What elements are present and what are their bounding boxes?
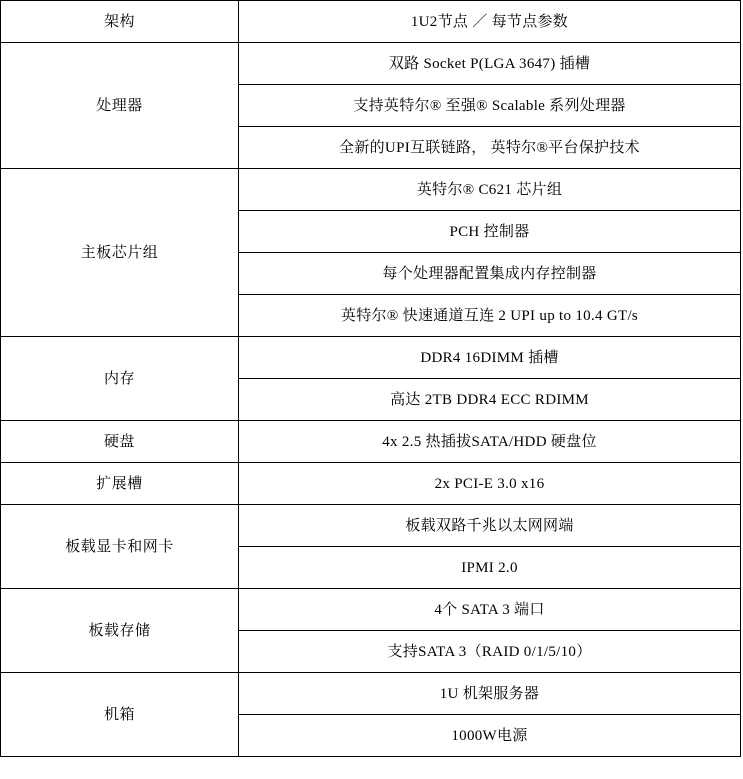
table-row — [1, 169, 741, 211]
row-value: 4x 2.5 热插拔SATA/HDD 硬盘位 — [239, 421, 741, 463]
row-label-architecture: 架构 — [1, 1, 239, 43]
row-value: PCH 控制器 — [239, 211, 741, 253]
row-value: 双路 Socket P(LGA 3647) 插槽 — [239, 43, 741, 85]
row-value: 板载双路千兆以太网网端 — [239, 505, 741, 547]
table-row — [1, 673, 741, 715]
row-value: 英特尔® 快速通道互连 2 UPI up to 10.4 GT/s — [239, 295, 741, 337]
row-value: 1U2节点 ／ 每节点参数 — [239, 1, 741, 43]
table-body — [1, 1, 741, 757]
table-row — [1, 463, 741, 505]
row-value: 4个 SATA 3 端口 — [239, 589, 741, 631]
row-value: 1000W电源 — [239, 715, 741, 757]
row-value: IPMI 2.0 — [239, 547, 741, 589]
row-label-chipset: 主板芯片组 — [1, 169, 239, 337]
table-row — [1, 43, 741, 85]
row-label-processor: 处理器 — [1, 43, 239, 169]
row-value: 支持SATA 3（RAID 0/1/5/10） — [239, 631, 741, 673]
row-value: 支持英特尔® 至强® Scalable 系列处理器 — [239, 85, 741, 127]
row-value: 高达 2TB DDR4 ECC RDIMM — [239, 379, 741, 421]
row-label-onboard-storage: 板载存储 — [1, 589, 239, 673]
row-label-memory: 内存 — [1, 337, 239, 421]
row-label-expansion-slot: 扩展槽 — [1, 463, 239, 505]
row-value: DDR4 16DIMM 插槽 — [239, 337, 741, 379]
table-row — [1, 1, 741, 43]
row-value: 全新的UPI互联链路， 英特尔®平台保护技术 — [239, 127, 741, 169]
table-row — [1, 589, 741, 631]
row-label-onboard-graphics-network: 板载显卡和网卡 — [1, 505, 239, 589]
row-value: 1U 机架服务器 — [239, 673, 741, 715]
row-value: 英特尔® C621 芯片组 — [239, 169, 741, 211]
table-row — [1, 337, 741, 379]
row-label-harddisk: 硬盘 — [1, 421, 239, 463]
row-label-chassis: 机箱 — [1, 673, 239, 757]
row-value: 2x PCI-E 3.0 x16 — [239, 463, 741, 505]
row-value: 每个处理器配置集成内存控制器 — [239, 253, 741, 295]
table-row — [1, 505, 741, 547]
table-row — [1, 421, 741, 463]
